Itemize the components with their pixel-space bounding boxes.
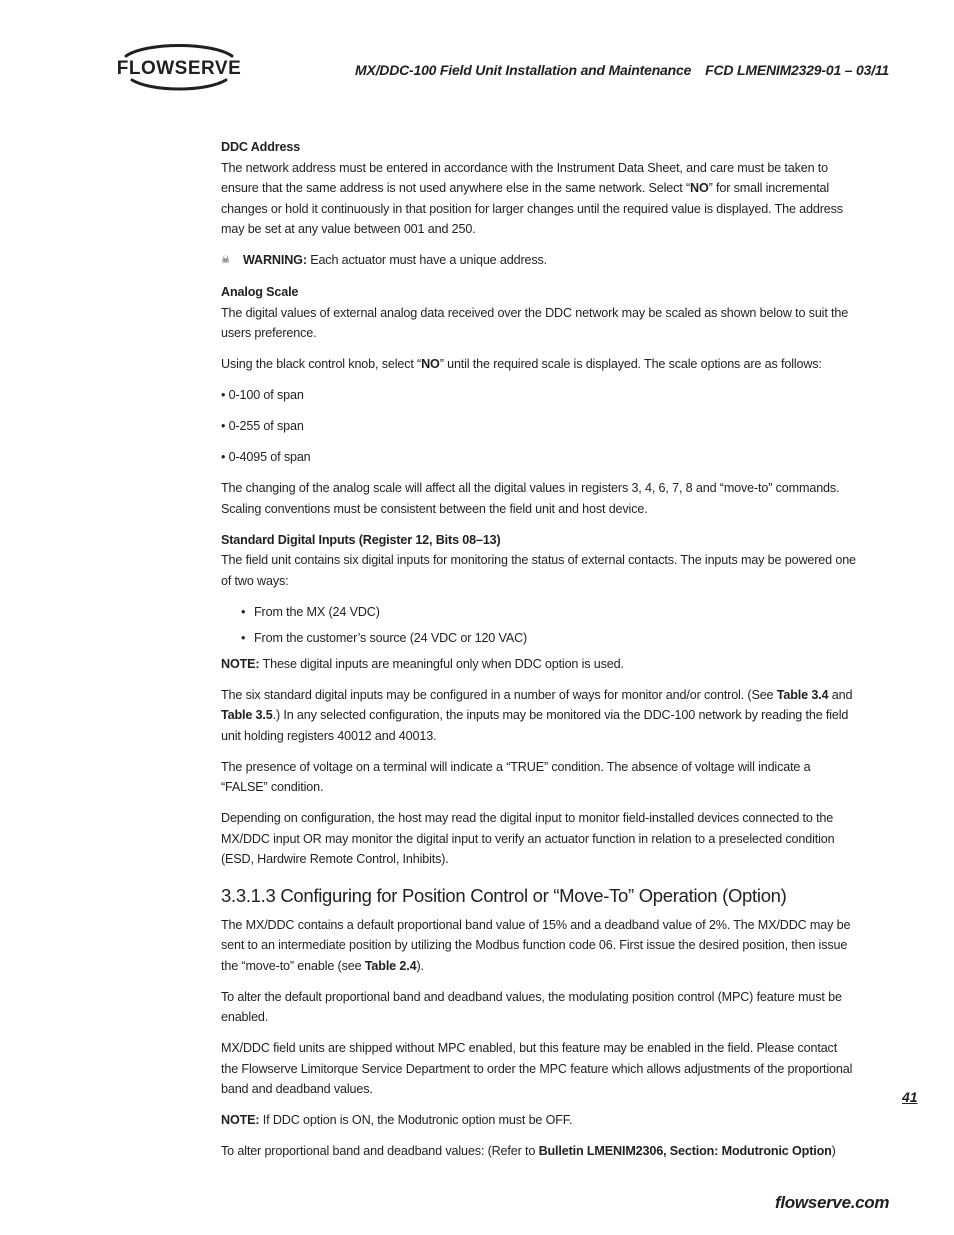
- table-reference: Table 2.4: [364, 958, 417, 973]
- warning-label: WARNING:: [243, 253, 307, 267]
- table-reference: Table 3.4: [776, 687, 829, 702]
- analog-scale-heading: Analog Scale: [221, 285, 299, 299]
- digital-inputs-heading: Standard Digital Inputs (Register 12, Bits 08–13): [221, 532, 501, 547]
- section-paragraph-1: The MX/DDC contains a default proportional band value of 15% and a deadband value of 2%. The MX/DDC may be sent to an intermediate position by utilizing the Modbus function code 06. First issue the desired position, then issue the “move-to” enable (see Table 2.4).: [221, 917, 851, 973]
- page-number: 41: [902, 1089, 918, 1105]
- scale-option: • 0-4095 of span: [221, 450, 311, 464]
- warning-text: Each actuator must have a unique address.: [306, 253, 547, 267]
- scale-option: • 0-100 of span: [221, 388, 304, 402]
- analog-scale-paragraph-2: Using the black control knob, select “NO” until the required scale is displayed. The scale options are as follows:: [221, 357, 822, 371]
- digital-inputs-paragraph-2: The six standard digital inputs may be configured in a number of ways for monitor and/or control. (See Table 3.4 and Table 3.5.) In any selected configuration, the inputs may be monitored via the DDC-100 network by reading the field unit holding registers 40012 and 40013.: [221, 687, 853, 743]
- logo-wordmark: FLOWSERVE: [116, 58, 242, 79]
- ddc-address-heading: DDC Address: [221, 140, 301, 154]
- digital-inputs-paragraph-1: The field unit contains six digital inputs for monitoring the status of external contacts. The inputs may be powered one of two ways:: [221, 553, 856, 588]
- document-title: MX/DDC-100 Field Unit Installation and Maintenance: [355, 62, 692, 78]
- scale-option: • 0-255 of span: [221, 419, 304, 433]
- page-header: [355, 62, 895, 78]
- analog-scale-paragraph-3: The changing of the analog scale will affect all the digital values in registers 3, 4, 6, 7, 8 and “move-to” commands. Scaling conventions must be consistent between the field unit and host device.: [221, 481, 840, 516]
- footer-website: flowserve.com: [775, 1193, 890, 1212]
- section-note: NOTE: If DDC option is ON, the Modutronic option must be OFF.: [221, 1113, 573, 1127]
- list-item: • From the MX (24 VDC): [241, 604, 380, 619]
- section-paragraph-3: MX/DDC field units are shipped without MPC enabled, but this feature may be enabled in the field. Please contact the Flowserve Limitorque Service Department to order the MPC feature which allows adjustments of the proportional band and deadband values.: [221, 1041, 853, 1096]
- flowserve-logo: [108, 42, 250, 94]
- main-content: [221, 137, 857, 1172]
- power-source-list: [221, 602, 857, 649]
- section-paragraph-2: To alter the default proportional band and deadband values, the modulating position control (MPC) feature must be enabled.: [221, 989, 842, 1024]
- warning-icon: ☠: [221, 255, 230, 266]
- digital-inputs-paragraph-4: Depending on configuration, the host may read the digital input to monitor field-installed devices connected to the MX/DDC input OR may monitor the digital input to verify an actuator function in relation to a preselected condition (ESD, Hardwire Remote Control, Inhibits).: [221, 811, 835, 866]
- list-item: • From the customer’s source (24 VDC or 120 VAC): [241, 630, 528, 645]
- digital-inputs-paragraph-3: The presence of voltage on a terminal will indicate a “TRUE” condition. The absence of voltage will indicate a “FALSE” condition.: [221, 759, 811, 794]
- document-code: FCD LMENIM2329-01 – 03/11: [705, 62, 889, 78]
- digital-inputs-note: NOTE: These digital inputs are meaningful only when DDC option is used.: [221, 656, 624, 671]
- ddc-address-paragraph: The network address must be entered in accordance with the Instrument Data Sheet, and care must be taken to ensure that the same address is not used anywhere else in the same network. Select “NO” for small incremental changes or hold it continuously in that position for larger changes until the required value is displayed. The address may be set at any value between 001 and 250.: [221, 160, 843, 236]
- table-reference: Table 3.5: [221, 708, 273, 722]
- bulletin-reference: Bulletin LMENIM2306, Section: Modutronic Option: [538, 1144, 832, 1158]
- analog-scale-paragraph-1: The digital values of external analog data received over the DDC network may be scaled as shown below to suit the users preference.: [221, 305, 849, 340]
- section-paragraph-4: To alter proportional band and deadband values: (Refer to Bulletin LMENIM2306, Section: Modutronic Option): [221, 1144, 836, 1158]
- section-heading: 3.3.1.3 Configuring for Position Control or “Move-To” Operation (Option): [221, 884, 787, 906]
- warning-note: [221, 250, 857, 272]
